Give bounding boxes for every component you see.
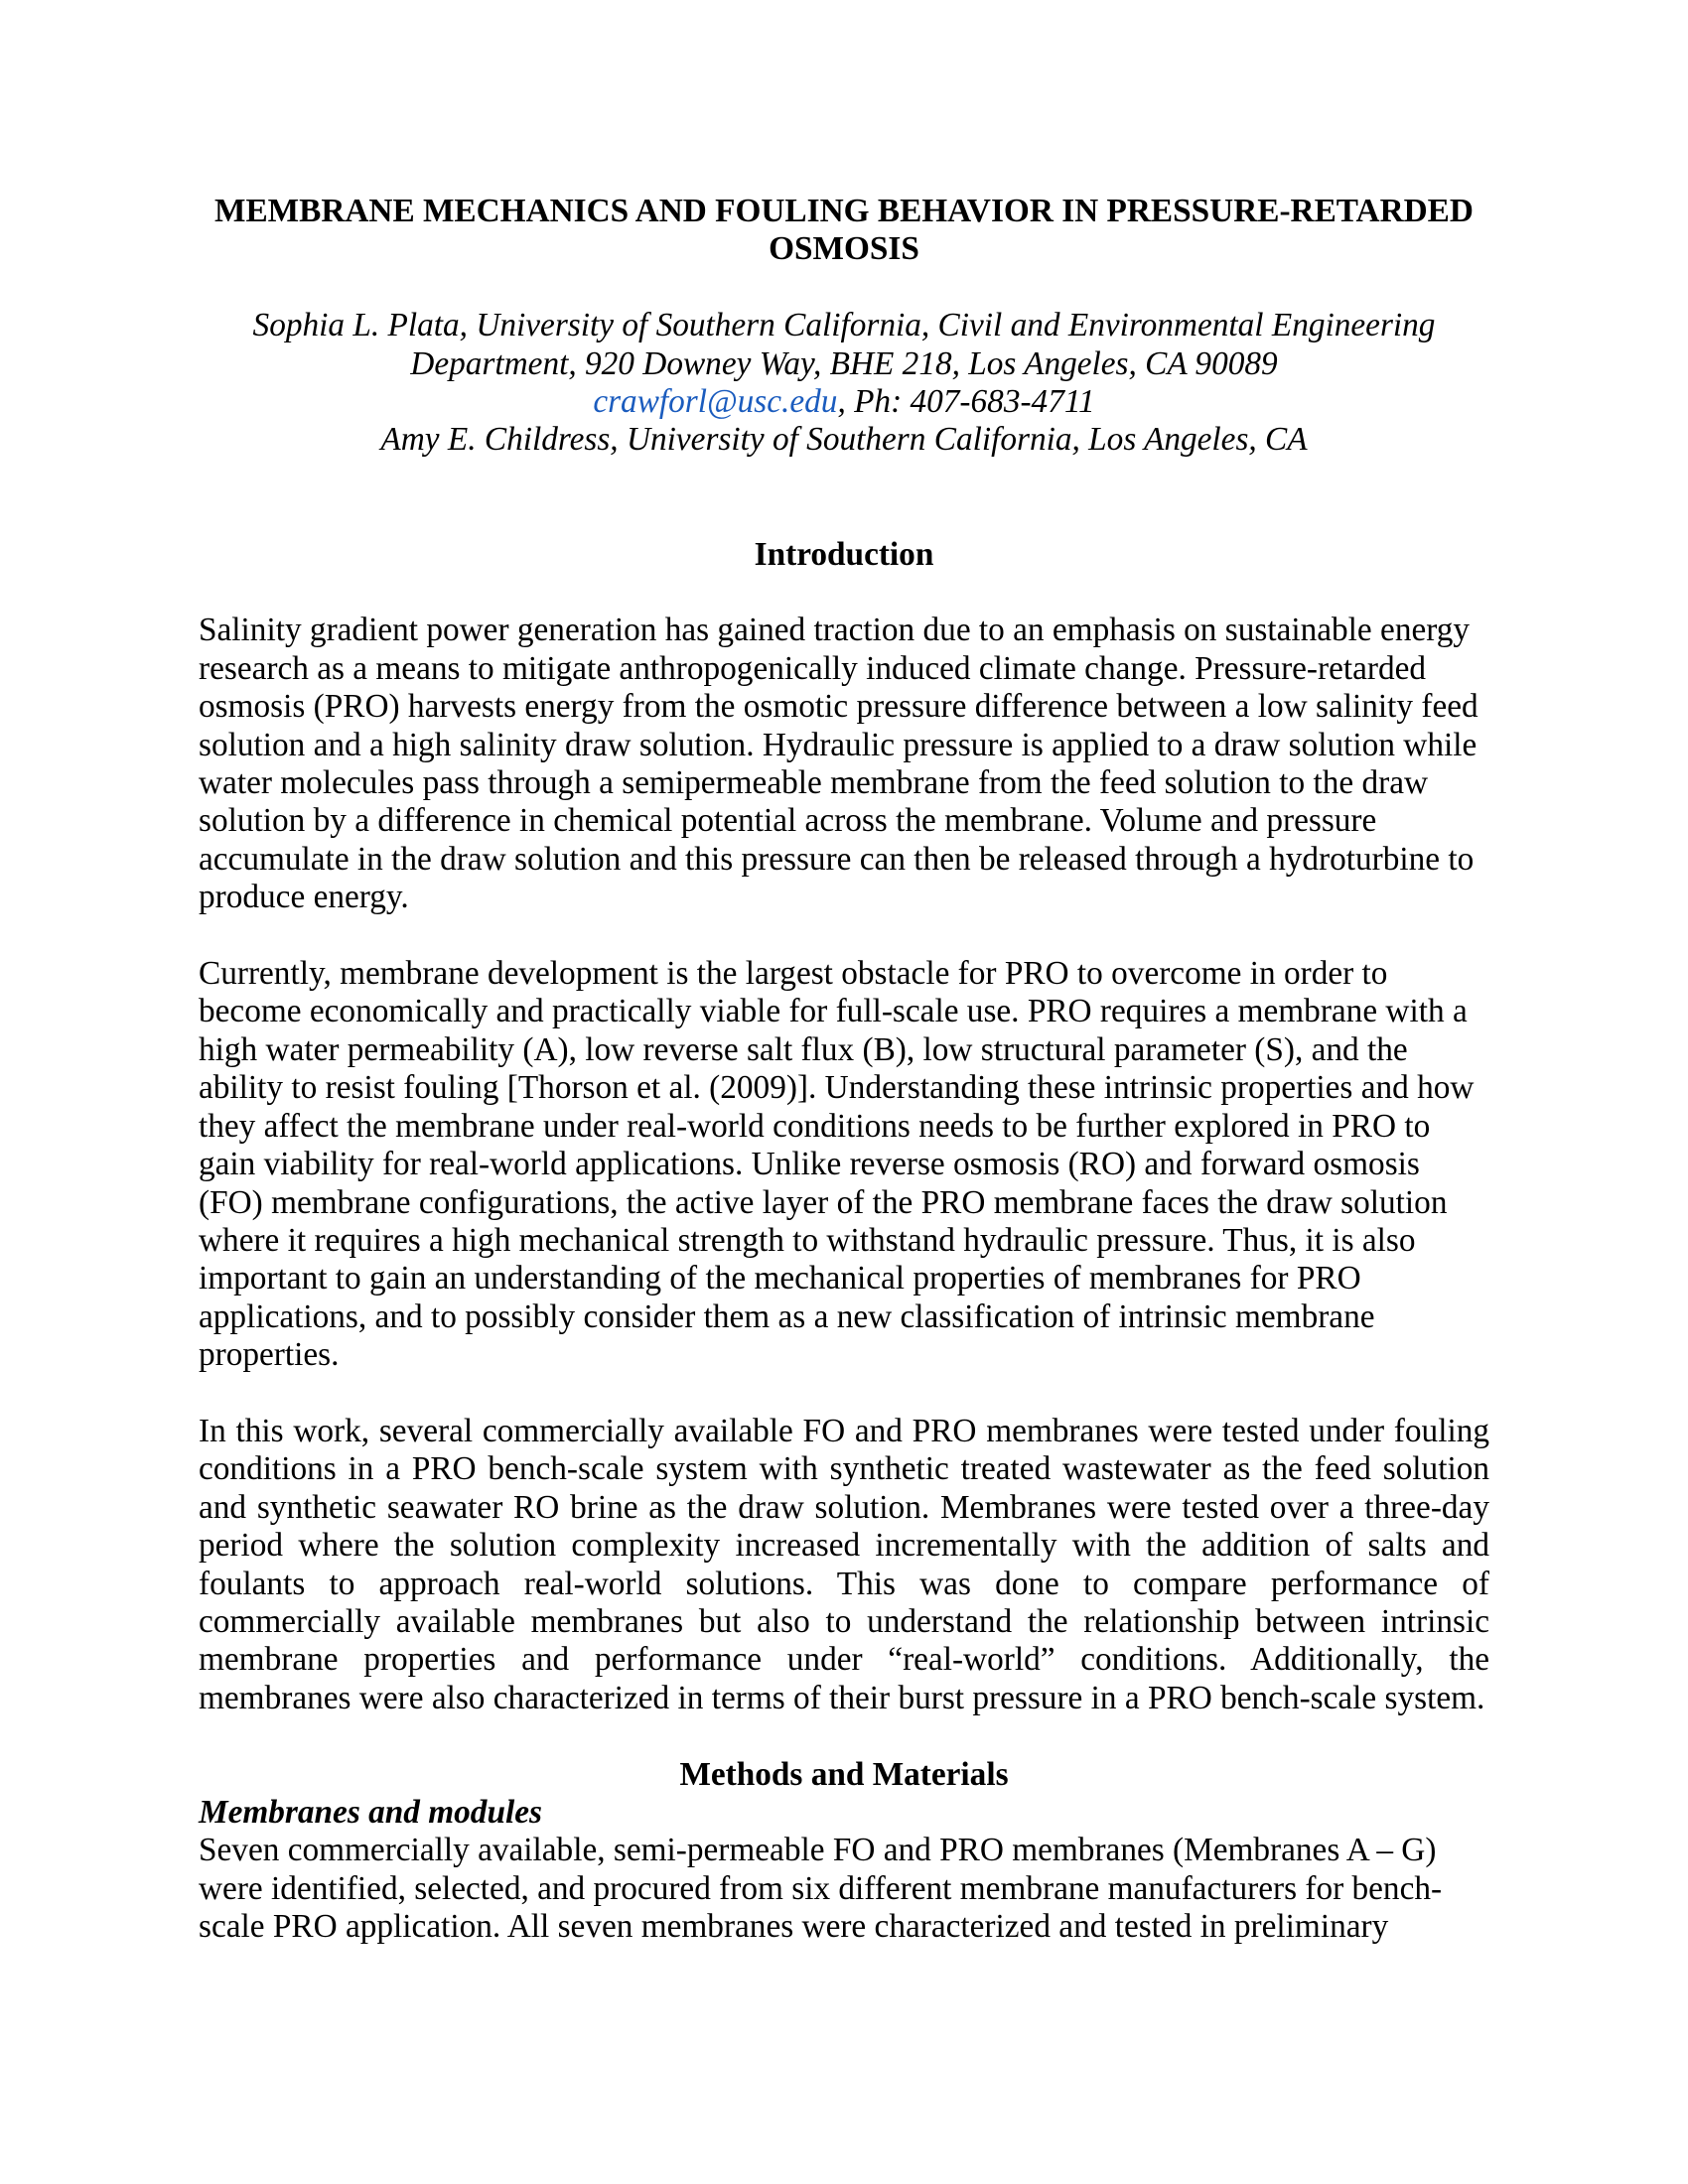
author-affiliation-line-2: Department, 920 Downey Way, BHE 218, Los Angeles, CA 90089 [410, 344, 1278, 382]
section-heading-methods: Methods and Materials [679, 1755, 1009, 1793]
author-affiliation-line-1: Sophia L. Plata, University of Southern California, Civil and Environmental Engineering [252, 307, 1436, 344]
section-heading-introduction: Introduction [754, 535, 934, 573]
author-block [199, 307, 1489, 460]
contact-line [199, 383, 1489, 421]
email-link[interactable]: crawforl@usc.edu [593, 383, 838, 421]
paper-title: MEMBRANE MECHANICS AND FOULING BEHAVIOR IN PRESSURE-RETARDED OSMOSIS [214, 193, 1474, 268]
author-affiliation-line-3: Amy E. Childress, University of Southern California, Los Angeles, CA [380, 421, 1308, 459]
subsection-heading-membranes-and-modules: Membranes and modules [199, 1793, 542, 1831]
phone-text: , Ph: 407-683-4711 [837, 383, 1095, 421]
introduction-paragraph-1: Salinity gradient power generation has gained traction due to an emphasis on sustainable energy research as a means to mitigate anthropogenically induced climate change. Pressure-retarded osmosis (PRO) harvests energy from the osmotic pressure difference between a low salinity feed solution and a high salinity draw solution. Hydraulic pressure is applied to a draw solution while water molecules pass through a semipermeable membrane from the feed solution to the draw solution by a difference in chemical potential across the membrane. Volume and pressure accumulate in the draw solution and this pressure can then be released through a hydroturbine to produce energy. [199, 612, 1478, 916]
methods-paragraph-1: Seven commercially available, semi-permeable FO and PRO membranes (Membranes A – G) were identified, selected, and procured from six different membrane manufacturers for bench-scale PRO application. All seven membranes were characterized and tested in preliminary [199, 1832, 1443, 1946]
introduction-paragraph-2: Currently, membrane development is the largest obstacle for PRO to overcome in order to become economically and practically viable for full-scale use. PRO requires a membrane with a high water permeability (A), low reverse salt flux (B), low structural parameter (S), and the ability to resist fouling [Thorson et al. (2009)]. Understanding these intrinsic properties and how they affect the membrane under real-world conditions needs to be further explored in PRO to gain viability for real-world applications. Unlike reverse osmosis (RO) and forward osmosis (FO) membrane configurations, the active layer of the PRO membrane faces the draw solution where it requires a high mechanical strength to withstand hydraulic pressure. Thus, it is also important to gain an understanding of the mechanical properties of membranes for PRO applications, and to possibly consider them as a new classification of intrinsic membrane properties. [199, 955, 1475, 1374]
introduction-paragraph-3: In this work, several commercially available FO and PRO membranes were tested under fouling conditions in a PRO bench-scale system with synthetic treated wastewater as the feed solution and synthetic seawater RO brine as the draw solution. Membranes were tested over a three-day period where the solution complexity increased incrementally with the addition of salts and foulants to approach real-world solutions. This was done to compare performance of commercially available membranes but also to understand the relationship between intrinsic membrane properties and performance under “real-world” conditions. Additionally, the membranes were also characterized in terms of their burst pressure in a PRO bench-scale system. [199, 1412, 1489, 1716]
